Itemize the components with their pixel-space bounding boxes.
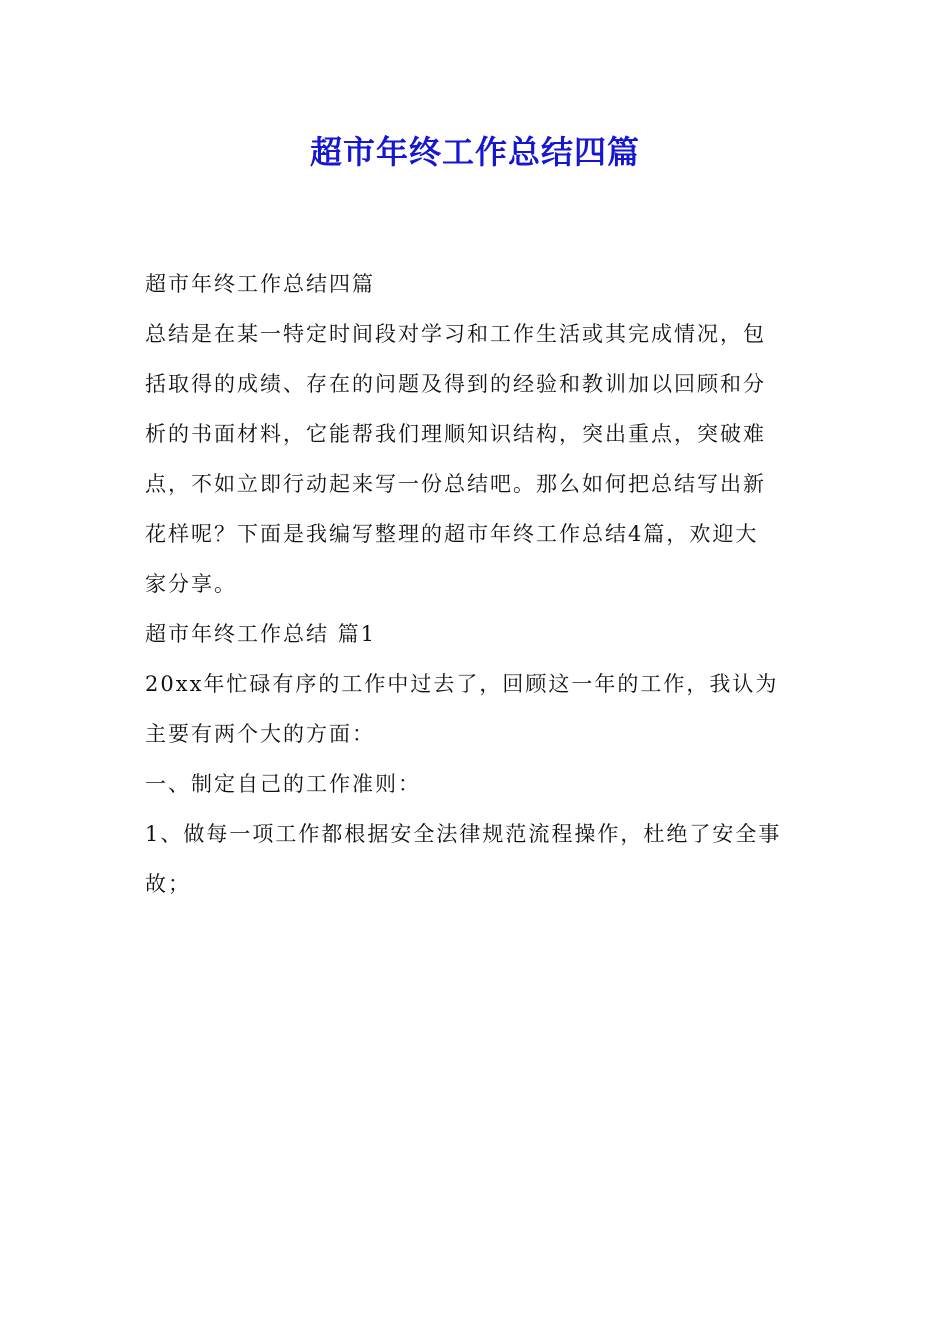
body-line: 故；	[145, 872, 191, 896]
document-title: 超市年终工作总结四篇	[309, 133, 640, 171]
body-line: 点，不如立即行动起来写一份总结吧。那么如何把总结写出新	[145, 472, 766, 496]
body-line: 析的书面材料，它能帮我们理顺知识结构，突出重点，突破难	[145, 422, 766, 446]
body-line: 家分享。	[145, 572, 237, 596]
body-line: 总结是在某一特定时间段对学习和工作生活或其完成情况，包	[145, 322, 766, 346]
body-line: 超市年终工作总结 篇1	[145, 622, 377, 646]
body-line: 20xx年忙碌有序的工作中过去了，回顾这一年的工作，我认为	[145, 672, 779, 696]
body-line: 括取得的成绩、存在的问题及得到的经验和教训加以回顾和分	[145, 372, 766, 396]
document-body	[145, 259, 805, 909]
body-line: 超市年终工作总结四篇	[145, 272, 375, 296]
body-line: 花样呢？下面是我编写整理的超市年终工作总结4篇，欢迎大	[145, 522, 759, 546]
body-line: 一、制定自己的工作准则：	[145, 772, 421, 796]
body-line: 1、做每一项工作都根据安全法律规范流程操作，杜绝了安全事	[145, 822, 782, 846]
body-line: 主要有两个大的方面：	[145, 722, 375, 746]
